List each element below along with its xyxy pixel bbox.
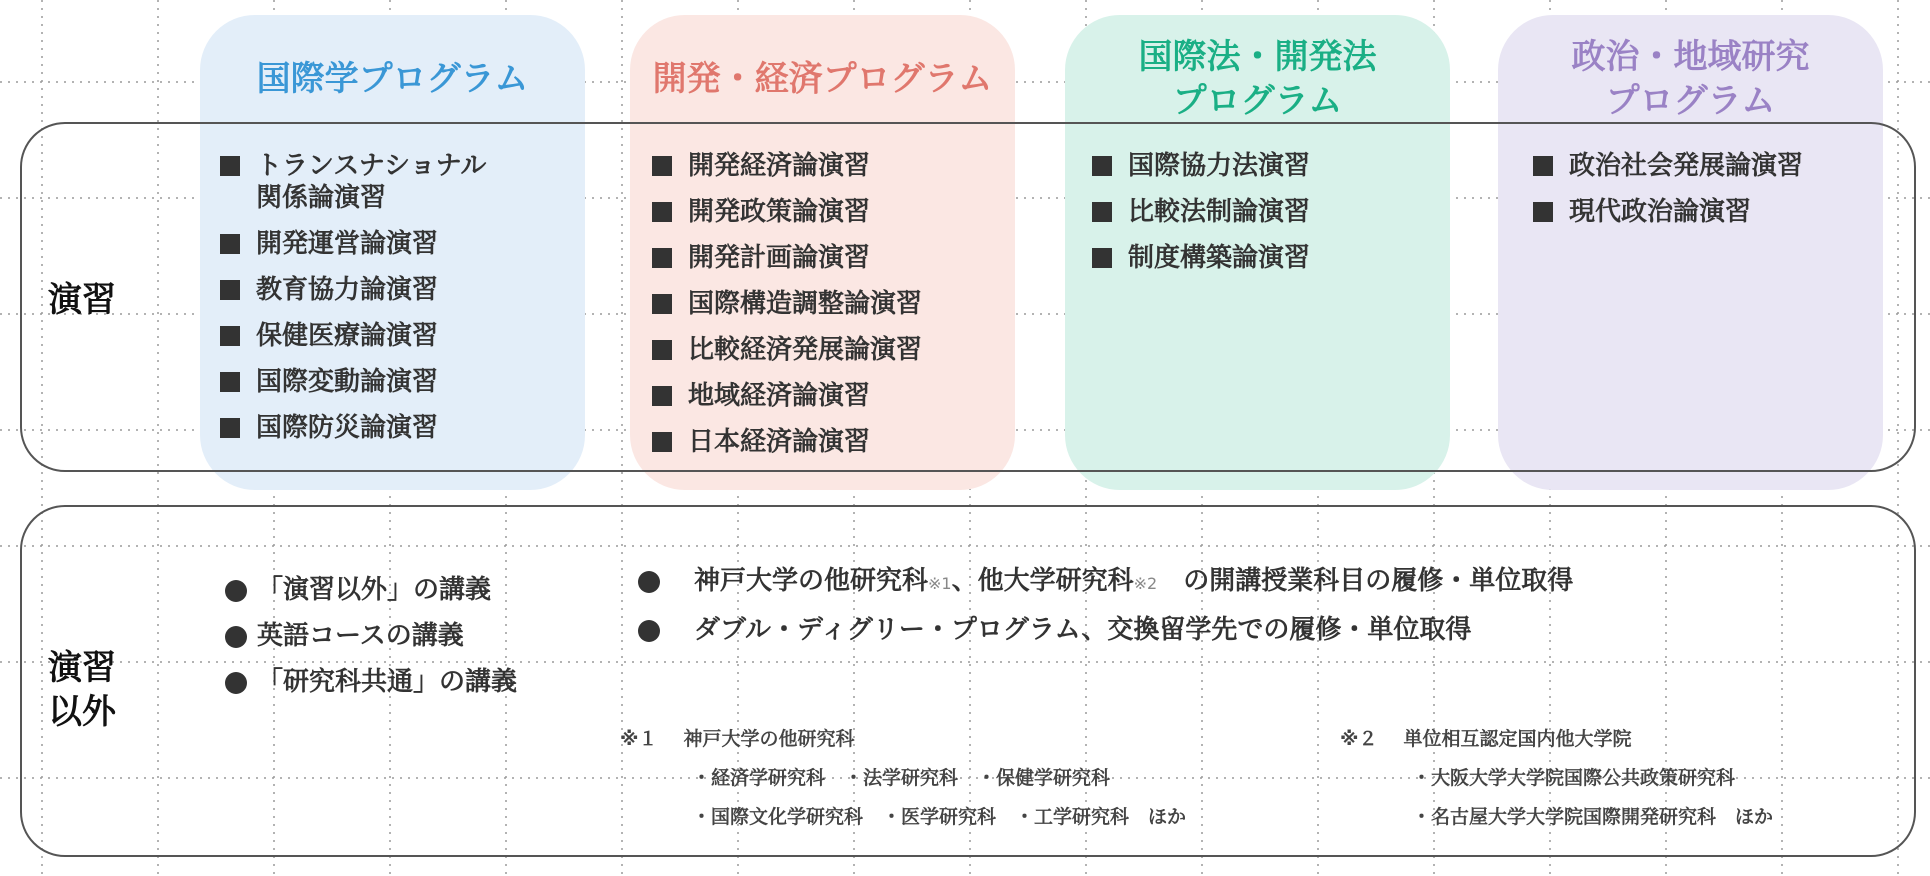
footnote-mark: ※１ bbox=[620, 728, 658, 750]
seminar-item: 開発運営論演習 bbox=[220, 228, 486, 260]
external-credit-text: 神戸大学の他研究科 bbox=[694, 566, 929, 596]
seminar-item: 地域経済論演習 bbox=[652, 380, 922, 412]
other-lecture-item: 「研究科共通」の講義 bbox=[225, 666, 517, 698]
program-title: 国際法・開発法 プログラム bbox=[1138, 37, 1377, 121]
footnote-line: ・国際文化学研究科 ・医学研究科 ・工学研究科 ほか bbox=[692, 806, 1187, 828]
seminar-item: 比較経済発展論演習 bbox=[652, 334, 922, 366]
row-label-other: 演習 以外 bbox=[48, 648, 116, 732]
seminar-item: 教育協力論演習 bbox=[220, 274, 486, 306]
row-label-seminar: 演習 bbox=[48, 280, 116, 320]
note-mark-2: ※2 bbox=[1133, 574, 1158, 593]
external-credit-list bbox=[638, 565, 1573, 660]
other-lecture-item: 「演習以外」の講義 bbox=[225, 574, 517, 606]
external-credit-item: ダブル・ディグリー・プログラム、交換留学先での履修・単位取得 bbox=[638, 614, 1573, 646]
seminar-item: 国際構造調整論演習 bbox=[652, 288, 922, 320]
seminar-item: 保健医療論演習 bbox=[220, 320, 486, 352]
seminar-item: 政治社会発展論演習 bbox=[1533, 150, 1803, 182]
seminar-item: 制度構築論演習 bbox=[1092, 242, 1310, 274]
seminar-item: 国際防災論演習 bbox=[220, 412, 486, 444]
footnote-line: ・大阪大学大学院国際公共政策研究科 bbox=[1412, 767, 1736, 789]
seminar-item: 日本経済論演習 bbox=[652, 426, 922, 458]
note-mark-1: ※1 bbox=[928, 574, 952, 593]
seminar-item: 開発経済論演習 bbox=[652, 150, 922, 182]
seminar-item: 現代政治論演習 bbox=[1533, 196, 1803, 228]
footnote-mark: ※２ bbox=[1340, 728, 1378, 750]
external-credit-text: 、他大学研究科 bbox=[951, 566, 1134, 596]
footnote-2 bbox=[1340, 720, 1773, 837]
other-lecture-list bbox=[225, 574, 517, 712]
program-title: 開発・経済プログラム bbox=[652, 59, 993, 99]
footnote-line: ・名古屋大学大学院国際開発研究科 ほか bbox=[1412, 806, 1774, 828]
seminar-row-frame bbox=[20, 122, 1916, 472]
external-credit-item bbox=[638, 565, 1573, 600]
seminar-item: 開発政策論演習 bbox=[652, 196, 922, 228]
footnote-head: 神戸大学の他研究科 bbox=[683, 728, 855, 750]
seminar-item: 国際変動論演習 bbox=[220, 366, 486, 398]
seminar-item: 国際協力法演習 bbox=[1092, 150, 1310, 182]
seminar-item: 比較法制論演習 bbox=[1092, 196, 1310, 228]
seminar-item: 開発計画論演習 bbox=[652, 242, 922, 274]
external-credit-text: の開講授業科目の履修・単位取得 bbox=[1183, 566, 1574, 596]
program-title: 政治・地域研究 プログラム bbox=[1571, 37, 1810, 121]
footnote-line: ・経済学研究科 ・法学研究科 ・保健学研究科 bbox=[692, 767, 1111, 789]
footnote-head: 単位相互認定国内他大学院 bbox=[1403, 728, 1632, 750]
other-lecture-item: 英語コースの講義 bbox=[225, 620, 517, 652]
seminar-item: トランスナショナル 関係論演習 bbox=[220, 150, 486, 214]
footnote-1 bbox=[620, 720, 1186, 837]
program-title: 国際学プログラム bbox=[256, 59, 529, 99]
